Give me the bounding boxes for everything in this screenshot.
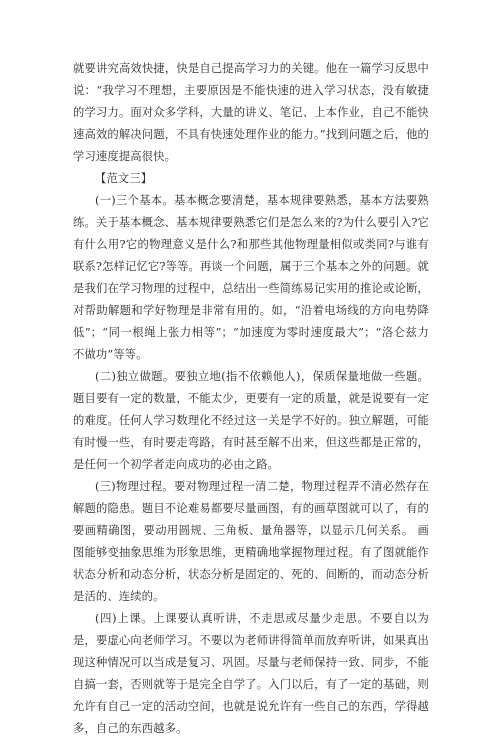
- document-page: [73, 58, 429, 740]
- paragraph-continuation: 就要讲究高效快捷，快是自己提高学习力的关键。他在一篇学习反思中说：“我学习不理想，主要原因是不能快速的进入学习状态，没有敏捷的学习力。面对众多学科，大量的讲义、笔记、上本作业，自己不能快速高效的解决问题，不具有快速处理作业的能力。”找到问题之后，他的学习速度提高很快。: [73, 62, 429, 163]
- paragraph-attending-class: (四)上课。上课要认真听讲，不走思或尽量少走思。不要自以为是，要虚心向老师学习。不要以为老师讲得简单而放弃听讲，如果真出现这种情况可以当成是复习、巩固。尽量与老师保持一致、同步，不能自搞一套，否则就等于是完全自学了。入门以后，有了一定的基础，则允许有自己一定的活动空间，也就是说允许有一些自己的东西，学得越多，自己的东西越多。: [73, 612, 429, 735]
- paragraph-independent-practice: (二)独立做题。要独立地(指不依赖他人)，保质保量地做一些题。题目要有一定的数量，不能太少，更要有一定的质量，就是说要有一定的难度。任何人学习数理化不经过这一关是学不好的。独立解题，可能有时慢一些，有时要走弯路，有时甚至解不出来，但这些都是正常的，是任何一个初学者走向成功的必由之路。: [73, 370, 429, 471]
- paragraph-physical-process: (三)物理过程。要对物理过程一清二楚，物理过程弄不清必然存在解题的隐患。题目不论难易都要尽量画图，有的画草图就可以了，有的要画精确图，要动用圆规、三角板、量角器等，以显示几何关系。 画图能够变抽象思维为形象思维，更精确地掌握物理过程。有了图就能作状态分析和动态分析，状态分析是固定的、死的、间断的，而动态分析是活的、连续的。: [73, 480, 429, 603]
- paragraph-three-basics: (一)三个基本。基本概念要清楚，基本规律要熟悉，基本方法要熟练。关于基本概念、基本规律要熟悉它们是怎么来的?为什么要引入?它有什么用?它的物理意义是什么?和那些其他物理量相似或类同?与谁有联系?怎样记忆它?等等。再谈一个问题，属于三个基本之外的问题。就是我们在学习物理的过程中，总结出一些简练易记实用的推论或论断，对帮助解题和学好物理是非常有用的。如，“沿着电场线的方向电势降低”；“同一根绳上张力相等”；“加速度为零时速度最大”；“洛仑兹力不做功”等等。: [73, 194, 429, 361]
- section-heading: 【范文三】: [95, 172, 153, 185]
